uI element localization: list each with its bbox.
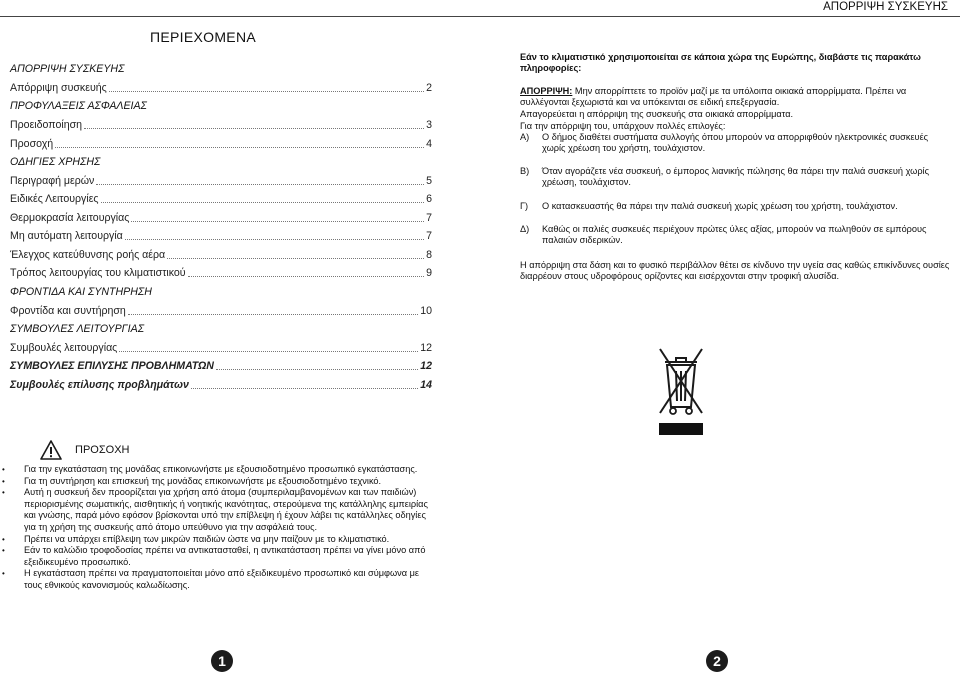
caution-item: • Η εγκατάσταση πρέπει να πραγματοποιείται μόνο από εξειδικευμένο προσωπικό και σύμφωνα με τους εθνικούς κανονισμούς καλωδίωσης. [10,568,430,591]
toc-entry[interactable] [10,229,432,243]
toc-section-heading[interactable]: ΠΡΟΦΥΛΑΞΕΙΣ ΑΣΦΑΛΕΙΑΣ [10,100,147,112]
toc-entry[interactable] [10,81,432,95]
caution-item: • Για τη συντήρηση και επισκευή της μονάδας επικοινωνήστε με εξουσιοδοτημένο τεχνικό. [10,476,430,488]
disposal-options-intro: Για την απόρριψη του, υπάρχουν πολλές επιλογές: [520,120,726,131]
toc-page-number: 10 [420,305,432,317]
toc-entry-label: Ειδικές Λειτουργίες [10,193,99,205]
disposal-warning [520,86,950,109]
toc-leader-dots [128,314,418,315]
toc-page-number: 9 [426,267,432,279]
toc-entry[interactable] [10,192,432,206]
toc-section-heading[interactable]: ΟΔΗΓΙΕΣ ΧΡΗΣΗΣ [10,156,101,168]
caution-item: • Για την εγκατάσταση της μονάδας επικοινωνήστε με εξουσιοδοτημένο προσωπικό εγκατάστασης. [10,464,430,476]
toc-leader-dots [131,221,424,222]
toc-leader-dots [125,239,424,240]
crossed-bin-icon [657,345,705,437]
toc-page-number: 12 [420,342,432,354]
toc-entry-label: Απόρριψη συσκευής [10,82,107,94]
toc-entry-label: Τρόπος λειτουργίας του κλιματιστικού [10,267,186,279]
caution-list [10,464,430,592]
toc-leader-dots [84,128,424,129]
caution-item: • Πρέπει να υπάρχει επίβλεψη των μικρών παιδιών ώστε να μην παίζουν με το κλιματιστικό. [10,534,430,546]
disposal-intro: Εάν το κλιματιστικό χρησιμοποιείται σε κάποια χώρα της Ευρώπης, διαβάστε τις παρακάτω πληροφορίες: [520,52,921,74]
toc-page-number: 4 [426,138,432,150]
option-marker: Δ) [520,224,530,234]
toc-entry[interactable] [10,304,432,318]
toc-leader-dots [216,369,418,370]
toc-page-number: 3 [426,119,432,131]
toc-entry[interactable] [10,248,432,262]
toc-page-number: 6 [426,193,432,205]
toc-entry[interactable] [10,211,432,225]
option-text: Όταν αγοράζετε νέα συσκευή, ο έμπορος λιανικής πώλησης θα πάρει την παλιά συσκευή χωρίς χρέωση, τουλάχιστον. [542,166,930,188]
toc-page-number: 12 [420,360,432,372]
toc-page-number: 2 [426,82,432,94]
toc-entry[interactable] [10,266,432,280]
toc-page-number: 8 [426,249,432,261]
toc-entry[interactable] [10,118,432,132]
toc-leader-dots [109,91,424,92]
toc-entry-label: Θερμοκρασία λειτουργίας [10,212,130,224]
toc-entry-label: ΣΥΜΒΟΥΛΕΣ ΕΠΙΛΥΣΗΣ ΠΡΟΒΛΗΜΑΤΩΝ [10,360,214,372]
toc-title: ΠΕΡΙΕΧΟΜΕΝΑ [150,29,256,45]
option-text: Ο δήμος διαθέτει συστήματα συλλογής όπου μπορούν να απορριφθούν ηλεκτρονικές συσκευές χωρίς χρέωση του χρήστη, τουλάχιστον. [542,132,929,154]
toc-leader-dots [167,258,424,259]
disposal-warning-label: ΑΠΟΡΡΙΨΗ: [520,86,573,96]
toc-entry-label: Συμβουλές λειτουργίας [10,342,118,354]
toc-page-number: 5 [426,175,432,187]
toc-entry[interactable] [10,341,432,355]
option-text: Καθώς οι παλιές συσκευές περιέχουν πρώτες ύλες αξίας, μπορούν να πωληθούν σε εμπόρους παλαιών σιδερικών. [542,224,927,246]
toc-entry-label: Έλεγχος κατεύθυνσης ροής αέρα [10,249,166,261]
caution-item: • Αυτή η συσκευή δεν προορίζεται για χρήση από άτομα (συμπεριλαμβανομένων και των παιδιών) περιορισμένης σωματικής, αισθητικής ή νοητικής ικανότητας, στερούμενα της κατάλληλης εμπειρίας και γνώσης, παρά μόνο εφόσον βρίσκονται υπό την επίβλεψη ή έχουν λάβει τις κατάλληλες οδηγίες για τη χρήση της συσκευής από άτομο υπεύθυνο για την ασφάλειά τους. [10,487,430,533]
toc-page-number: 14 [420,379,432,391]
caution-title: ΠΡΟΣΟΧΗ [75,444,130,456]
warning-triangle-icon [40,440,62,460]
toc-entry-label: Συμβουλές επίλυσης προβλημάτων [10,379,189,391]
toc-entry-label: Περιγραφή μερών [10,175,95,187]
header-bar [0,0,960,17]
toc-section-heading[interactable]: ΣΥΜΒΟΥΛΕΣ ΛΕΙΤΟΥΡΓΙΑΣ [10,323,145,335]
toc-leader-dots [188,276,425,277]
option-marker: Α) [520,132,530,142]
toc-page-number: 7 [426,212,432,224]
disposal-warning-text: Μην απορρίπτετε το προϊόν μαζί με τα υπόλοιπα οικιακά απορρίμματα. Πρέπει να συλλέγονται ξεχωριστά και να υπόκεινται σε ειδική επεξεργασία. [520,86,907,108]
page-number-right: 2 [706,650,728,672]
disposal-closing: Η απόρριψη στα δάση και το φυσικό περιβάλλον θέτει σε κίνδυνο την υγεία σας καθώς επικίνδυνες ουσίες διαρρέουν στους υδροφόρους ορίζοντες και εισέρχονται στην τροφική αλυσίδα. [520,260,950,282]
page-number-left: 1 [211,650,233,672]
toc-leader-dots [96,184,424,185]
toc-leader-dots [55,147,424,148]
toc-section-heading[interactable]: ΦΡΟΝΤΙΔΑ ΚΑΙ ΣΥΝΤΗΡΗΣΗ [10,286,152,298]
toc-entry-label: Προειδοποίηση [10,119,83,131]
running-header: ΑΠΟΡΡΙΨΗ ΣΥΣΚΕΥΗΣ [823,1,948,13]
toc-leader-dots [119,351,418,352]
option-marker: Γ) [520,201,529,211]
toc-leader-dots [191,388,418,389]
toc-leader-dots [101,202,425,203]
toc-entry[interactable] [10,137,432,151]
toc-entry-label: Προσοχή [10,138,54,150]
option-marker: Β) [520,166,530,176]
toc-entry[interactable] [10,359,432,373]
toc-entry[interactable] [10,378,432,392]
toc-page-number: 7 [426,230,432,242]
toc-section-heading[interactable]: ΑΠΟΡΡΙΨΗ ΣΥΣΚΕΥΗΣ [10,63,125,75]
toc-entry-label: Φροντίδα και συντήρηση [10,305,126,317]
caution-item: • Εάν το καλώδιο τροφοδοσίας πρέπει να αντικατασταθεί, η αντικατάσταση πρέπει να γίνει μόνο από εξειδικευμένο προσωπικό. [10,545,430,568]
toc-entry[interactable] [10,174,432,188]
disposal-ban-line: Απαγορεύεται η απόρριψη της συσκευής στα οικιακά απορρίμματα. [520,109,794,119]
toc-entry-label: Μη αυτόματη λειτουργία [10,230,123,242]
option-text: Ο κατασκευαστής θα πάρει την παλιά συσκευή χωρίς χρέωση του χρήστη, τουλάχιστον. [542,201,898,211]
